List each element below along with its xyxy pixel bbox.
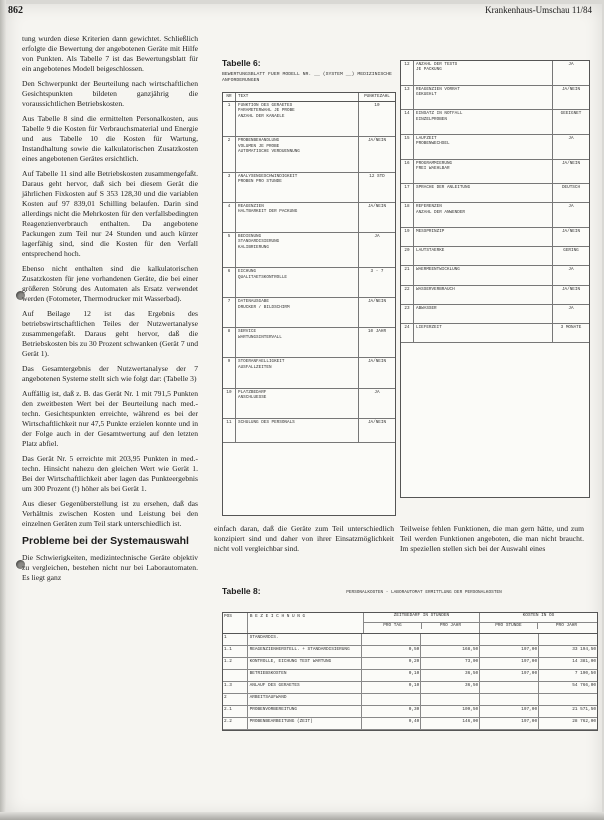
cell-points: JA/NEIN bbox=[561, 86, 581, 92]
cell-line-blank bbox=[416, 240, 550, 245]
header-group-time bbox=[364, 613, 480, 633]
cell-line: PROBENBEHANDLUNG bbox=[238, 138, 280, 144]
cell-points: 3 - 7 bbox=[370, 269, 384, 275]
cell-text bbox=[414, 305, 553, 323]
table-row bbox=[223, 173, 395, 203]
cell-label: ARBEITSAUFWAND bbox=[248, 694, 363, 705]
cell-cost-year bbox=[539, 634, 597, 645]
cell-text bbox=[236, 358, 359, 387]
table-row bbox=[401, 324, 589, 343]
cell-nr: 7 bbox=[223, 298, 236, 327]
cell-points: JA bbox=[568, 135, 574, 141]
header-subrow bbox=[480, 623, 597, 629]
cell-text bbox=[414, 286, 553, 304]
journal-title: Krankenhaus-Umschau 11/84 bbox=[485, 5, 592, 15]
title-line: PERSONALKOSTEN - LABORAUTOMAT bbox=[346, 590, 423, 595]
cell-line: PARAMETERWAHL JE PROBE bbox=[238, 108, 295, 114]
cell-nr: 10 bbox=[223, 389, 236, 418]
cell-line: STOERANFAELLIGKEIT bbox=[238, 359, 285, 365]
table-row bbox=[223, 102, 395, 137]
table7-printout bbox=[400, 60, 590, 498]
cell-line-blank bbox=[238, 130, 356, 135]
cell-line-blank bbox=[238, 196, 356, 201]
cell-cost-year: 28 762,00 bbox=[572, 719, 596, 724]
cell-line: ANZAHL DER ANWENDER bbox=[416, 209, 465, 215]
cell-points: DEUTSCH bbox=[561, 185, 581, 191]
cell-line: ANZAHL DER TESTS bbox=[416, 62, 458, 67]
cell-line: WASSERVERBRAUCH bbox=[416, 286, 455, 292]
paragraph: Auf Beilage 12 ist das Ergebnis des betriebswirtschaftlichen Teiles der Nutzwertanalyse zusammengefaßt. Daraus geht hervor, daß die Betriebskosten bis zu 30 Prozent schwanken (Gerät 7 und Gerät 1). bbox=[22, 309, 198, 358]
cell-points: GEEIGNET bbox=[560, 111, 582, 117]
cell-label: PROBENBEARBEITUNG (ZEIT) bbox=[248, 718, 363, 729]
cell-points: 12 STD bbox=[369, 173, 385, 179]
cell-pos: 1 bbox=[223, 634, 248, 645]
paragraph: tung wurden diese Kriterien dann gewichtet. Schließlich erfolgte die Bewertung der angebotenen Geräte mit Hilfe von Punkten. Als Tabelle 7 ist das Bewertungsblatt für ein angebotenes Modell beigeschlossen. bbox=[22, 34, 198, 73]
table-row bbox=[401, 86, 589, 111]
cell-nr: 24 bbox=[401, 324, 414, 342]
table-row bbox=[223, 694, 597, 706]
cell-label: PROBENVORBEREITUNG bbox=[248, 706, 363, 717]
cell-hours-year: 36,50 bbox=[421, 682, 480, 693]
cell-text bbox=[414, 324, 553, 342]
page-shadow-bottom bbox=[0, 812, 604, 820]
subtitle-line: BEWERTUNGSBLATT FUER MODELL NR. __ (SYSTEM __) bbox=[222, 72, 355, 77]
cell-text bbox=[236, 173, 359, 202]
paragraph: Aus Tabelle 8 sind die ermittelten Personalkosten, aus Tabelle 9 die Kosten für Verbrauchsmaterial und Energie und aus Tabelle 10 die Kosten für Wartung, Instandhaltung sowie die kalkulatorischen Zusatzkosten eines angebotenen Gerätes ersichtlich. bbox=[22, 114, 198, 163]
cell-line: PLATZBEDARF bbox=[238, 389, 267, 395]
cell-line: REAGENZIEN bbox=[238, 203, 264, 209]
cell-nr: 11 bbox=[223, 419, 236, 443]
cell-points: 10 JAHR bbox=[367, 329, 387, 335]
cell-nr: 1 bbox=[223, 102, 236, 136]
page-number: 862 bbox=[8, 5, 23, 16]
table6-subtitle bbox=[222, 72, 392, 84]
cell-line: FREI WAEHLBAR bbox=[416, 165, 450, 171]
cell-line-blank bbox=[238, 226, 356, 231]
header-label: B E Z E I C H N U N G bbox=[248, 613, 364, 633]
sub-header: PRO JAHR bbox=[555, 623, 578, 628]
cell-line: LIEFERZEIT bbox=[416, 325, 442, 331]
cell-line: WAERMEENTWICKLUNG bbox=[416, 267, 460, 273]
cell-hours-year: 168,50 bbox=[421, 646, 480, 657]
cell-line: EINSATZ IN NOTFALL bbox=[416, 111, 463, 117]
cell-line: DATENAUSGABE bbox=[238, 299, 269, 305]
cell-hours-day: 0,30 bbox=[362, 706, 421, 717]
cell-line-blank bbox=[416, 297, 550, 302]
cell-cost-hour: 197,00 bbox=[480, 670, 539, 681]
table-row bbox=[401, 305, 589, 324]
cell-hours-year: 109,50 bbox=[421, 706, 480, 717]
cell-line-blank bbox=[416, 336, 550, 341]
table-row bbox=[401, 61, 589, 86]
sub-header: PRO TAG bbox=[364, 623, 422, 629]
paragraph: Das Gesamtergebnis der Nutzwertanalyse der 7 angebotenen Systeme stellt sich wie folgt dar: (Tabelle 3) bbox=[22, 364, 198, 383]
table-row bbox=[223, 658, 597, 670]
cell-points: JA/NEIN bbox=[367, 359, 387, 365]
cell-line-blank bbox=[416, 221, 550, 226]
article-column-middle bbox=[214, 524, 394, 554]
cell-nr: 22 bbox=[401, 286, 414, 304]
cell-cost-hour bbox=[480, 634, 539, 645]
paragraph: Ebenso nicht enthalten sind die kalkulatorischen Zusatzkosten für jene vorhandenen Geräte, die bei einer größeren Störung des Automaten als Ersatz verwendet werden (Fotometer, Thermodrucker mit Wasserbad). bbox=[22, 264, 198, 303]
cell-nr: 23 bbox=[401, 305, 414, 323]
header-subrow bbox=[364, 623, 479, 629]
cell-cost-hour: 197,00 bbox=[480, 658, 539, 669]
cell-text bbox=[414, 160, 553, 184]
header-time: ZEITBEDARF IN STUNDEN bbox=[364, 613, 479, 623]
cell-cost-year bbox=[539, 694, 597, 705]
cell-points: JA/NEIN bbox=[367, 203, 387, 209]
cell-text bbox=[236, 137, 359, 171]
table-row bbox=[223, 718, 597, 730]
cell-points: 10 bbox=[374, 103, 380, 108]
sub-header: PRO STUNDE bbox=[480, 623, 538, 629]
cell-points: JA/NEIN bbox=[561, 286, 581, 292]
cell-text bbox=[414, 86, 553, 110]
table-row bbox=[401, 266, 589, 285]
cell-nr: 18 bbox=[401, 203, 414, 227]
cell-points: JA bbox=[568, 267, 574, 273]
cell-line: AUSFALLZEITEN bbox=[238, 364, 272, 370]
cell-cost-hour: 197,00 bbox=[480, 646, 539, 657]
table-header-row bbox=[223, 93, 395, 102]
cell-label: REAGENZIENHERSTELL. + STANDARDISIERUNG bbox=[248, 646, 363, 657]
cell-nr: 8 bbox=[223, 328, 236, 357]
cell-nr: 15 bbox=[401, 135, 414, 159]
cell-label: BETRIEBSKOSTEN bbox=[248, 670, 363, 681]
cell-line-blank bbox=[416, 259, 550, 264]
section-heading: Probleme bei der Systemauswahl bbox=[22, 535, 189, 547]
cell-nr: 19 bbox=[401, 228, 414, 246]
cell-hours-day: 0,20 bbox=[362, 658, 421, 669]
cell-line: SCHULUNG DES PERSONALS bbox=[238, 419, 295, 425]
table-row bbox=[401, 247, 589, 266]
article-column-left bbox=[22, 34, 198, 588]
cell-line: STANDARDISIERUNG bbox=[238, 239, 280, 245]
cell-line-blank bbox=[238, 411, 356, 416]
table6-caption: Tabelle 6: bbox=[222, 58, 261, 68]
cell-line: SERVICE bbox=[238, 329, 257, 335]
cell-hours-year: 73,00 bbox=[421, 658, 480, 669]
header-points: PUNKTEZAHL bbox=[364, 94, 390, 100]
cell-cost-year: 14 381,00 bbox=[572, 659, 596, 664]
cell-line: REAGENZIEN VORRAT bbox=[416, 86, 460, 92]
cell-text bbox=[414, 110, 553, 134]
cell-hours-year bbox=[421, 634, 480, 645]
header-text: TEXT bbox=[236, 93, 359, 100]
cell-line: VOLUMEN JE PROBE bbox=[238, 143, 280, 149]
cell-nr: 12 bbox=[401, 61, 414, 85]
cell-line-blank bbox=[238, 436, 356, 441]
cell-label: STANDARDIS. bbox=[248, 634, 363, 645]
cell-text bbox=[236, 419, 359, 443]
table8-grid bbox=[222, 612, 598, 731]
cell-hours-day bbox=[362, 694, 421, 705]
cell-line: WARTUNGSINTERVALL bbox=[238, 334, 282, 340]
sub-header: PRO JAHR bbox=[439, 623, 461, 628]
cell-pos: 1.3 bbox=[223, 682, 248, 693]
table-row bbox=[223, 682, 597, 694]
paragraph: Das Gerät Nr. 5 erreichte mit 203,95 Punkten in med.-techn. Hinsicht nahezu den gleichen Wert wie Gerät 1. Bei der Wirtschaftlichkeit aber lagen das Punkteergebnis um 300 Prozent (!) höher als bei Gerät 1. bbox=[22, 454, 198, 493]
table-row bbox=[223, 203, 395, 233]
cell-line: KALIBRIERUNG bbox=[238, 244, 269, 250]
cell-line: DRUCKER / BILDSCHIRM bbox=[238, 304, 290, 310]
cell-cost-year: 54 766,00 bbox=[572, 683, 596, 688]
paragraph: Die Schwierigkeiten, medizintechnische Geräte objektiv zu vergleichen, bestehen nicht nur bei Laborautomaten. Es liegt ganz bbox=[22, 553, 198, 582]
cell-hours-day: 0,10 bbox=[362, 682, 421, 693]
table-row bbox=[223, 298, 395, 328]
cell-nr: 2 bbox=[223, 137, 236, 171]
cell-text bbox=[414, 135, 553, 159]
table-row bbox=[223, 268, 395, 298]
cell-nr: 5 bbox=[223, 233, 236, 267]
header-cost: KOSTEN IN ÖS bbox=[480, 613, 597, 623]
table-row bbox=[401, 228, 589, 247]
cell-nr: 6 bbox=[223, 268, 236, 297]
cell-cost-hour bbox=[480, 682, 539, 693]
cell-line-blank bbox=[238, 261, 356, 266]
cell-cost-hour: 197,00 bbox=[480, 718, 539, 729]
table8-body bbox=[223, 634, 597, 730]
cell-cost-year: 21 571,50 bbox=[572, 707, 596, 712]
cell-line: ANZAHL DER KANAELE bbox=[238, 113, 285, 119]
cell-nr: 17 bbox=[401, 184, 414, 202]
table-row bbox=[223, 634, 597, 646]
cell-line: PROGRAMMIERUNG bbox=[416, 160, 453, 166]
cell-line-blank bbox=[238, 351, 356, 356]
cell-nr: 9 bbox=[223, 358, 236, 387]
cell-nr: 14 bbox=[401, 110, 414, 134]
cell-text bbox=[236, 233, 359, 267]
table-row bbox=[401, 110, 589, 135]
subtitle-line: MEDIZINISCHE ANFORDERUNGEN bbox=[222, 72, 392, 83]
cell-points: JA bbox=[568, 62, 574, 67]
table-row bbox=[223, 646, 597, 658]
cell-pos bbox=[223, 670, 248, 681]
cell-points: GERING bbox=[563, 248, 579, 254]
cell-hours-day bbox=[362, 634, 421, 645]
header-nr: NR bbox=[223, 93, 236, 100]
cell-nr: 4 bbox=[223, 203, 236, 232]
cell-line: MESSPRINZIP bbox=[416, 228, 445, 234]
cell-line: PROBEN PRO STUNDE bbox=[238, 179, 282, 185]
cell-hours-day: 0,50 bbox=[362, 646, 421, 657]
paragraph: einfach daran, daß die Geräte zum Teil unterschiedlich konzipiert sind und daher von ihrer Einsatzmöglichkeit nicht voll vergleichbar sind. bbox=[214, 524, 394, 553]
cell-text bbox=[414, 266, 553, 284]
cell-points: JA/NEIN bbox=[561, 160, 581, 166]
cell-line-blank bbox=[238, 381, 356, 386]
cell-text bbox=[414, 247, 553, 265]
table-row bbox=[401, 160, 589, 185]
cell-line: EINZELPROBEN bbox=[416, 116, 447, 122]
cell-line-blank bbox=[416, 278, 550, 283]
cell-line: REFERENZEN bbox=[416, 204, 442, 210]
table-row bbox=[401, 286, 589, 305]
cell-line: ANSCHLUESSE bbox=[238, 394, 267, 400]
table8-caption: Tabelle 8: bbox=[222, 586, 261, 596]
cell-cost-year: 33 194,50 bbox=[572, 647, 596, 652]
cell-line: PROBENWECHSEL bbox=[416, 141, 450, 147]
cell-hours-day: 0,10 bbox=[362, 670, 421, 681]
cell-text bbox=[414, 203, 553, 227]
cell-line: QUALITAETSKONTROLLE bbox=[238, 274, 287, 280]
cell-line: AUTOMATISCHE VERDUENNUNG bbox=[238, 149, 300, 155]
cell-points: JA bbox=[374, 389, 380, 395]
table-row bbox=[223, 389, 395, 419]
cell-pos: 1.1 bbox=[223, 646, 248, 657]
cell-label: KONTROLLE, EICHUNG TEST WARTUNG bbox=[248, 658, 363, 669]
title-line: ERMITTLUNG DER PERSONALKOSTEN bbox=[425, 590, 502, 595]
cell-pos: 2.1 bbox=[223, 706, 248, 717]
cell-cost-year: 7 190,50 bbox=[574, 671, 596, 676]
cell-points: JA/NEIN bbox=[367, 299, 387, 305]
paragraph: Teilweise fehlen Funktionen, die man gern hätte, und zum Teil werden Funktionen angeboten, die man nicht braucht. Im speziellen stellen sich bei der Auswahl eines bbox=[400, 524, 584, 553]
cell-text bbox=[236, 298, 359, 327]
paragraph: Auf Tabelle 11 sind alle Betriebskosten zusammengefaßt. Daraus geht hervor, daß sich bei diesem Gerät die jährlichen Fixkosten auf S 353 128,30 und die variablen Kosten auf 97 839,01 Schilling belaufen. Darin sind allerdings nicht die Mehrkosten für den verfallsbedingten Reagenzienverbrauch enthalten. Da angebotene Packungen zum Teil nur 24 Stunden und auch kürzer lagerfähig sind, sind die Kosten für den Verfall entsprechend hoch. bbox=[22, 169, 198, 258]
cell-line: JE PACKUNG bbox=[416, 67, 442, 73]
table6-printout bbox=[222, 92, 396, 516]
cell-cost-hour: 197,00 bbox=[480, 706, 539, 717]
cell-line-blank bbox=[416, 152, 550, 157]
header-group-cost bbox=[480, 613, 597, 633]
cell-nr: 16 bbox=[401, 160, 414, 184]
table-row bbox=[223, 419, 395, 444]
cell-line: HALTBARKEIT DER PACKUNG bbox=[238, 209, 298, 215]
cell-line: GEKUEHLT bbox=[416, 92, 437, 98]
table-header-row bbox=[223, 613, 597, 634]
cell-line-blank bbox=[416, 196, 550, 201]
table6-body bbox=[223, 102, 395, 443]
cell-line: ABWASSER bbox=[416, 305, 437, 311]
cell-text bbox=[414, 228, 553, 246]
cell-text bbox=[236, 328, 359, 357]
cell-line: LAUTSTAERKE bbox=[416, 248, 445, 254]
paragraph: Den Schwerpunkt der Beurteilung nach wirtschaftlichen Gesichtspunkten bildeten ganzjährig die voraussichtlichen Betriebskosten. bbox=[22, 79, 198, 108]
cell-hours-year: 36,50 bbox=[421, 670, 480, 681]
cell-line-blank bbox=[238, 165, 356, 170]
cell-cost-hour bbox=[480, 694, 539, 705]
cell-hours-year: 146,00 bbox=[421, 718, 480, 729]
cell-points: JA/NEIN bbox=[561, 228, 581, 234]
cell-pos: 2 bbox=[223, 694, 248, 705]
cell-pos: 1.2 bbox=[223, 658, 248, 669]
cell-text bbox=[236, 203, 359, 232]
cell-line: BEDIENUNG bbox=[238, 233, 262, 239]
table-row bbox=[401, 203, 589, 228]
table-row bbox=[223, 328, 395, 358]
cell-points: JA/NEIN bbox=[367, 138, 387, 144]
cell-nr: 21 bbox=[401, 266, 414, 284]
table8-title bbox=[344, 590, 504, 596]
cell-nr: 13 bbox=[401, 86, 414, 110]
cell-line-blank bbox=[238, 321, 356, 326]
table-row bbox=[223, 670, 597, 682]
table-row bbox=[223, 358, 395, 388]
cell-line-blank bbox=[416, 177, 550, 182]
table-row bbox=[401, 135, 589, 160]
table-row bbox=[223, 233, 395, 268]
cell-line: FUNKTION DES GERAETES bbox=[238, 103, 293, 108]
cell-line-blank bbox=[416, 127, 550, 132]
header-pos: POS bbox=[223, 613, 248, 633]
cell-points: JA bbox=[568, 305, 574, 311]
cell-line-blank bbox=[416, 103, 550, 108]
table-row bbox=[401, 184, 589, 203]
cell-text bbox=[236, 268, 359, 297]
cell-hours-day: 0,40 bbox=[362, 718, 421, 729]
cell-points: 3 MONATE bbox=[560, 325, 582, 331]
cell-nr: 3 bbox=[223, 173, 236, 202]
table-row bbox=[223, 706, 597, 718]
table8 bbox=[222, 590, 596, 808]
cell-points: JA/NEIN bbox=[367, 419, 387, 425]
cell-points: JA bbox=[374, 233, 380, 239]
cell-line: ANALYSENGESCHWINDIGKEIT bbox=[238, 173, 298, 179]
cell-nr: 20 bbox=[401, 247, 414, 265]
cell-line-blank bbox=[416, 317, 550, 322]
cell-hours-year bbox=[421, 694, 480, 705]
cell-line-blank bbox=[238, 291, 356, 296]
cell-line-blank bbox=[416, 78, 550, 83]
cell-line: LAUFZEIT bbox=[416, 135, 437, 141]
cell-points: JA bbox=[568, 204, 574, 210]
table-row bbox=[223, 137, 395, 172]
cell-line: SPRACHE DER ANLEITUNG bbox=[416, 185, 471, 191]
cell-line: EICHUNG bbox=[238, 269, 257, 275]
cell-text bbox=[236, 102, 359, 136]
cell-text bbox=[414, 61, 553, 85]
cell-label: ANLAUF DES GERAETES bbox=[248, 682, 363, 693]
cell-text bbox=[236, 389, 359, 418]
paragraph: Auffällig ist, daß z. B. das Gerät Nr. 1 mit 791,5 Punkten den zweitbesten Wert bei der Beurteilung nach med.-techn. Gesichtspunkten erreichte, während es bei der Wirtschaftlichkeit nur 47,5 Punkte erzielen konnte und in der Folge auch in der Gesamtwertung auf den letzten Platz abfiel. bbox=[22, 389, 198, 448]
cell-text bbox=[414, 184, 553, 202]
cell-pos: 2.2 bbox=[223, 718, 248, 729]
article-column-right bbox=[400, 524, 584, 554]
paragraph: Aus dieser Gegenüberstellung ist zu ersehen, daß das Verhältnis zwischen Kosten und Leistung bei den einzelnen Geräten zum Teil stark unterschiedlich ist. bbox=[22, 499, 198, 528]
table7-body bbox=[401, 61, 589, 343]
